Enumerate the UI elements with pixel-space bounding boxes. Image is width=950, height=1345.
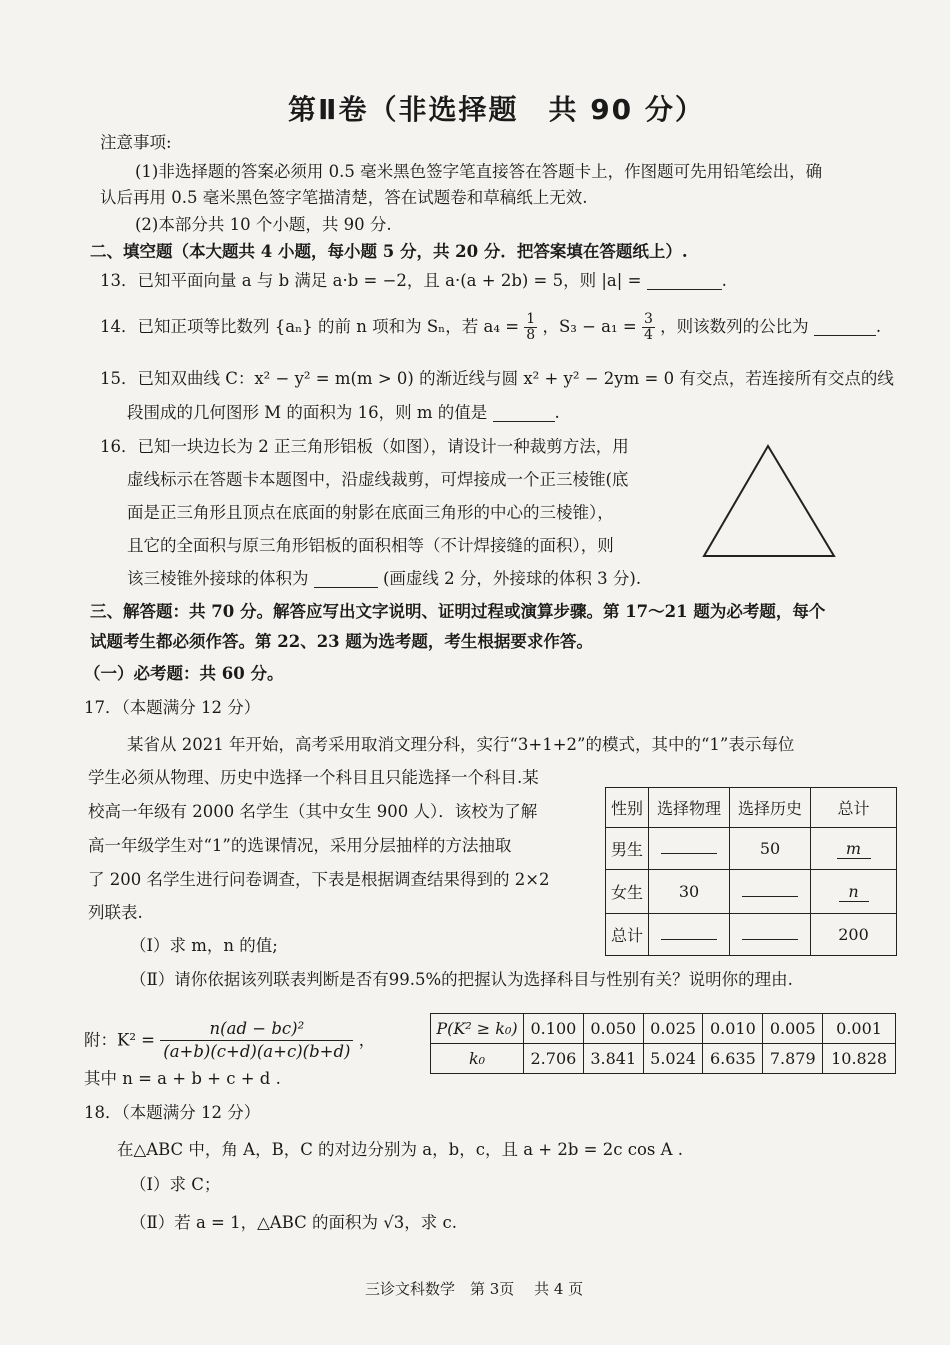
table-header: 总计 [811, 788, 897, 828]
table-cell: 10.828 [823, 1044, 896, 1074]
formula-where: 其中 n = a + b + c + d . [84, 1069, 281, 1088]
q18-p1: 在△ABC 中，角 A，B，C 的对边分别为 a，b，c，且 a + 2b = 2c cos A . [117, 1140, 683, 1159]
notice-item1-line2: 认后再用 0.5 毫米黑色签字笔描清楚，答在试题卷和草稿纸上无效. [100, 188, 588, 207]
q16-line2: 虚线标示在答题卡本题图中，沿虚线裁剪，可焊接成一个正三棱锥(底 [127, 470, 629, 489]
table-cell-blank [649, 828, 730, 870]
q18-part1: （Ⅰ）求 C； [130, 1175, 221, 1194]
q13-answer-blank [647, 273, 722, 290]
table-cell-blank [730, 870, 811, 914]
table-header: k₀ [431, 1044, 524, 1074]
q17-p4: 高一年级学生对“1”的选课情况，采用分层抽样的方法抽取 [88, 836, 512, 855]
k2-formula [84, 1018, 375, 1063]
table-cell: 女生 [606, 870, 649, 914]
table-cell: 3.841 [583, 1044, 643, 1074]
triangle-figure [700, 440, 840, 560]
table-cell: 50 [730, 828, 811, 870]
table-row [606, 914, 897, 956]
q17-p6: 列联表. [88, 903, 143, 922]
table-cell: 200 [811, 914, 897, 956]
table-cell: 5.024 [643, 1044, 703, 1074]
q16-line5a: 该三棱锥外接球的体积为 [127, 569, 309, 588]
section3-sub: （一）必考题：共 60 分。 [84, 664, 284, 683]
table-header: P(K² ≥ k₀) [431, 1014, 524, 1044]
q17-p1: 某省从 2021 年开始，高考采用取消文理分科，实行“3+1+2”的模式，其中的“1”表示每位 [127, 735, 795, 754]
q17-p5: 了 200 名学生进行问卷调查，下表是根据调查结果得到的 2×2 [88, 870, 550, 889]
table-cell-blank [649, 914, 730, 956]
q13-text: 13．已知平面向量 a 与 b 满足 a·b = −2，且 a·(a + 2b) = 5，则 |a| = [100, 271, 642, 290]
q16-line1: 16．已知一块边长为 2 正三角形铝板（如图），请设计一种裁剪方法，用 [100, 437, 629, 456]
question-13: 13．已知平面向量 a 与 b 满足 a·b = −2，且 a·(a + 2b) = 5，则 |a| = . [100, 271, 727, 290]
q14-suffix: ，则该数列的公比为 [660, 317, 809, 336]
formula-fraction: $\frac{\text{n(ad − bc)²}}{(a+b)(c+d)(a+c)(b+d)}$ [160, 1018, 353, 1063]
q14-fraction-1: $\frac{1}{8}$ [526, 311, 536, 343]
formula-tail: ， [358, 1030, 376, 1050]
contingency-table [605, 787, 897, 956]
table-cell: 总计 [606, 914, 649, 956]
q15-answer-blank [493, 405, 555, 422]
table-cell: 6.635 [703, 1044, 763, 1074]
q16-line5b: (画虚线 2 分，外接球的体积 3 分). [383, 569, 642, 588]
formula-label: 附：K² = [84, 1030, 156, 1050]
table-cell: 2.706 [524, 1044, 584, 1074]
question-14: 14．已知正项等比数列 {aₙ} 的前 n 项和为 Sₙ，若 a₄ = $\frac{1}{8}$ ，S₃ − a₁ = $\frac{3}{4}$ ，则该数列的公比为 . [100, 311, 882, 343]
q17-part1: （Ⅰ）求 m，n 的值; [130, 936, 278, 955]
table-cell: 0.001 [823, 1014, 896, 1044]
q14-fraction-2: $\frac{3}{4}$ [643, 311, 653, 343]
q16-answer-blank [314, 571, 378, 588]
table-cell: 30 [649, 870, 730, 914]
table-row [606, 828, 897, 870]
table-row [606, 870, 897, 914]
table-cell: 0.050 [583, 1014, 643, 1044]
q17-part2: （Ⅱ）请你依据该列联表判断是否有99.5%的把握认为选择科目与性别有关？说明你的理由. [130, 970, 793, 989]
page-footer: 三诊文科数学 第 3页 共 4 页 [365, 1280, 584, 1298]
notice-label: 注意事项: [100, 133, 172, 152]
q14-prefix: 14．已知正项等比数列 {aₙ} 的前 n 项和为 Sₙ，若 a₄ = [100, 317, 520, 336]
q14-mid: ，S₃ − a₁ = [542, 317, 637, 336]
q17-head: 17．（本题满分 12 分） [84, 698, 261, 717]
table-cell: 0.100 [524, 1014, 584, 1044]
page-title: 第Ⅱ卷（非选择题 共 90 分） [288, 93, 705, 126]
notice-item2: (2)本部分共 10 个小题，共 90 分. [135, 215, 392, 234]
table-cell-blank [730, 914, 811, 956]
question-16-line5 [127, 569, 641, 589]
table-cell: 0.025 [643, 1014, 703, 1044]
table-row [431, 1014, 896, 1044]
table-header: 选择物理 [649, 788, 730, 828]
table-header: 性别 [606, 788, 649, 828]
notice-item1-line1: (1)非选择题的答案必须用 0.5 毫米黑色签字笔直接答在答题卡上，作图题可先用铅笔绘出，确 [135, 162, 823, 181]
table-cell: n [811, 870, 897, 914]
q15-line2: 段围成的几何图形 M 的面积为 16，则 m 的值是 [127, 403, 488, 422]
table-row [431, 1044, 896, 1074]
table-header: 选择历史 [730, 788, 811, 828]
table-cell: 男生 [606, 828, 649, 870]
table-cell: m [811, 828, 897, 870]
q15-line1: 15．已知双曲线 C：x² − y² = m(m > 0) 的渐近线与圆 x² + y² − 2ym = 0 有交点，若连接所有交点的线 [100, 369, 894, 388]
section3-line2: 试题考生都必须作答。第 22、23 题为选考题，考生根据要求作答。 [90, 632, 593, 651]
table-cell: 0.005 [763, 1014, 823, 1044]
q17-p3: 校高一年级有 2000 名学生（其中女生 900 人）．该校为了解 [88, 802, 538, 821]
table-row [606, 788, 897, 828]
critical-value-table [430, 1013, 896, 1074]
q18-part2: （Ⅱ）若 a = 1，△ABC 的面积为 √3，求 c. [130, 1213, 458, 1232]
q16-line4: 且它的全面积与原三角形铝板的面积相等（不计焊接缝的面积），则 [127, 536, 614, 555]
section3-line1: 三、解答题：共 70 分。解答应写出文字说明、证明过程或演算步骤。第 17～21 题为必考题，每个 [90, 602, 826, 621]
table-cell: 7.879 [763, 1044, 823, 1074]
question-15-line2: 段围成的几何图形 M 的面积为 16，则 m 的值是 . [127, 403, 560, 422]
q14-answer-blank [814, 319, 876, 336]
q16-line3: 面是正三角形且顶点在底面的射影在底面三角形的中心的三棱锥）， [127, 503, 614, 522]
section2-heading: 二、填空题（本大题共 4 小题，每小题 5 分，共 20 分．把答案填在答题纸上）. [90, 242, 688, 261]
table-cell: 0.010 [703, 1014, 763, 1044]
q17-p2: 学生必须从物理、历史中选择一个科目且只能选择一个科目.某 [88, 768, 539, 787]
q18-head: 18．（本题满分 12 分） [84, 1103, 261, 1122]
